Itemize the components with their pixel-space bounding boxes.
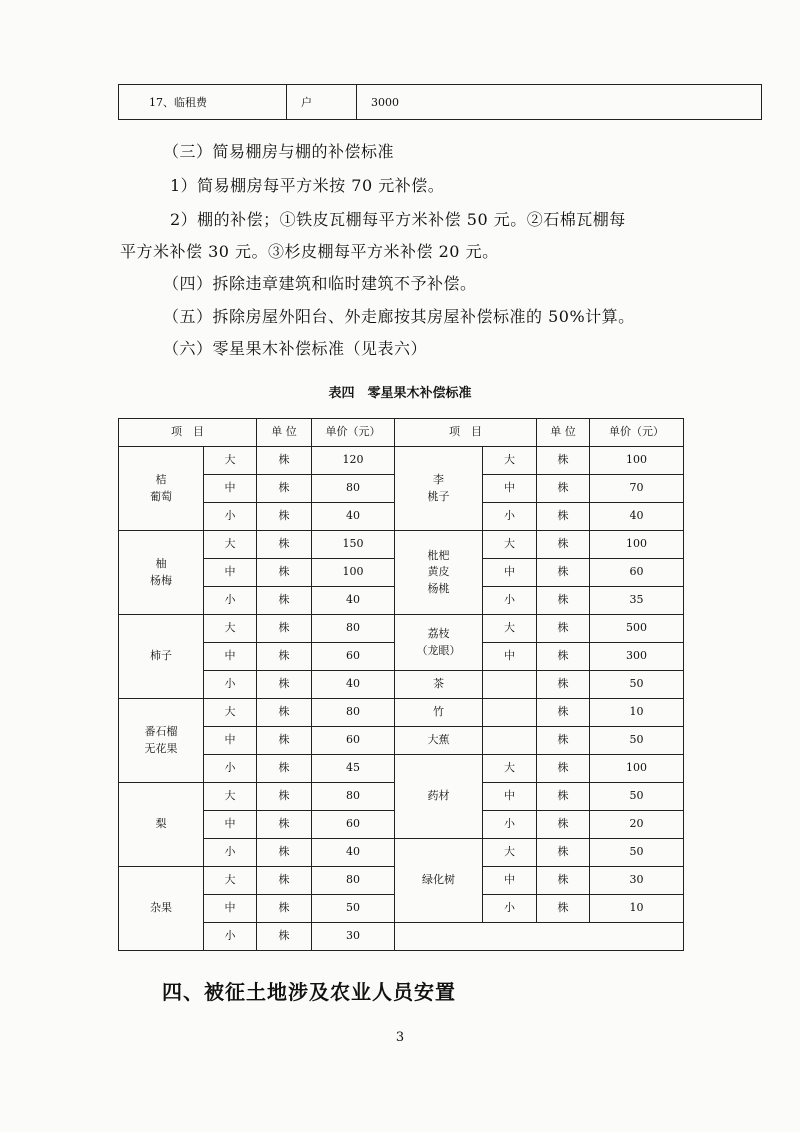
fruit-tree-compensation-table: [118, 418, 684, 951]
left-size: 小: [204, 587, 257, 615]
left-fruit-name: 杂果: [119, 867, 204, 951]
table-row: [119, 615, 684, 643]
left-size: 中: [204, 811, 257, 839]
right-fruit-name: 李 桃子: [395, 447, 483, 531]
right-size: 大: [483, 755, 537, 783]
left-price: 60: [312, 643, 395, 671]
left-size: 小: [204, 923, 257, 951]
left-fruit-name: 柚 杨梅: [119, 531, 204, 615]
right-size: 中: [483, 783, 537, 811]
table-row: [119, 447, 684, 475]
table-caption: 表四 零星果木补偿标准: [328, 386, 472, 401]
left-price: 50: [312, 895, 395, 923]
table-row: [119, 671, 684, 699]
right-size: 小: [483, 503, 537, 531]
left-unit: 株: [257, 671, 312, 699]
left-price: 120: [312, 447, 395, 475]
right-price: 50: [590, 783, 684, 811]
right-size: [483, 671, 537, 699]
right-unit: 株: [537, 811, 590, 839]
left-size: 大: [204, 867, 257, 895]
right-unit: 株: [537, 587, 590, 615]
left-unit: 株: [257, 895, 312, 923]
right-size: 大: [483, 839, 537, 867]
right-fruit-name: 绿化树: [395, 839, 483, 923]
left-size: 小: [204, 503, 257, 531]
top-row-item: 17、临租费: [119, 85, 287, 120]
right-price: 10: [590, 895, 684, 923]
right-price: 20: [590, 811, 684, 839]
section-heading-resettlement: 四、被征土地涉及农业人员安置: [162, 980, 456, 1004]
right-fruit-name: 大蕉: [395, 727, 483, 755]
left-unit: 株: [257, 643, 312, 671]
table-header-row: [119, 419, 684, 447]
left-size: 小: [204, 755, 257, 783]
right-unit: 株: [537, 727, 590, 755]
left-unit: 株: [257, 559, 312, 587]
right-size: 小: [483, 587, 537, 615]
section-3-heading: （三）简易棚房与棚的补偿标准: [163, 142, 395, 161]
left-fruit-name: 梨: [119, 783, 204, 867]
left-size: 大: [204, 531, 257, 559]
right-price: 100: [590, 755, 684, 783]
left-fruit-name: 柿子: [119, 615, 204, 699]
left-size: 大: [204, 699, 257, 727]
right-unit: 株: [537, 447, 590, 475]
right-unit: 株: [537, 531, 590, 559]
left-unit: 株: [257, 867, 312, 895]
right-size: 小: [483, 895, 537, 923]
right-price: 100: [590, 531, 684, 559]
table-row: [119, 755, 684, 783]
left-price: 80: [312, 783, 395, 811]
right-size: [483, 727, 537, 755]
table-row: [119, 727, 684, 755]
top-row-value: 3000: [357, 85, 762, 120]
left-price: 60: [312, 811, 395, 839]
right-price: 35: [590, 587, 684, 615]
left-fruit-name: 桔 葡萄: [119, 447, 204, 531]
paragraph-shed-rate: 1）简易棚房每平方米按 70 元补偿。: [170, 176, 445, 195]
right-size: 大: [483, 531, 537, 559]
left-price: 40: [312, 671, 395, 699]
right-unit: 株: [537, 867, 590, 895]
right-price: 500: [590, 615, 684, 643]
left-price: 80: [312, 699, 395, 727]
right-price: 60: [590, 559, 684, 587]
table-row: [119, 923, 684, 951]
right-size: 小: [483, 811, 537, 839]
right-unit: 株: [537, 503, 590, 531]
right-size: 中: [483, 867, 537, 895]
right-fruit-name: 荔枝 （龙眼）: [395, 615, 483, 671]
left-price: 80: [312, 615, 395, 643]
left-unit: 株: [257, 727, 312, 755]
right-unit: 株: [537, 671, 590, 699]
right-fruit-name: 药材: [395, 755, 483, 839]
right-fruit-name: 茶: [395, 671, 483, 699]
right-unit: 株: [537, 699, 590, 727]
right-size: 中: [483, 643, 537, 671]
left-unit: 株: [257, 839, 312, 867]
header-unit: 单 位: [537, 419, 590, 447]
left-size: 小: [204, 839, 257, 867]
right-price: 10: [590, 699, 684, 727]
right-price: 70: [590, 475, 684, 503]
section-6-paragraph: （六）零星果木补偿标准（见表六）: [163, 339, 428, 358]
right-unit: 株: [537, 783, 590, 811]
left-unit: 株: [257, 923, 312, 951]
right-unit: 株: [537, 559, 590, 587]
left-price: 80: [312, 867, 395, 895]
right-size: 大: [483, 615, 537, 643]
left-size: 中: [204, 559, 257, 587]
right-unit: 株: [537, 895, 590, 923]
left-price: 100: [312, 559, 395, 587]
right-price: 50: [590, 727, 684, 755]
table-row: [119, 699, 684, 727]
right-unit: 株: [537, 839, 590, 867]
left-price: 45: [312, 755, 395, 783]
right-fruit-name: 枇杷 黄皮 杨桃: [395, 531, 483, 615]
left-size: 中: [204, 643, 257, 671]
left-price: 40: [312, 503, 395, 531]
section-4-paragraph: （四）拆除违章建筑和临时建筑不予补偿。: [163, 274, 477, 293]
header-item: 项 目: [119, 419, 257, 447]
right-price: 30: [590, 867, 684, 895]
left-fruit-name: 番石榴 无花果: [119, 699, 204, 783]
header-unit: 单 位: [257, 419, 312, 447]
top-row-unit: 户: [287, 85, 357, 120]
left-price: 150: [312, 531, 395, 559]
right-price: 50: [590, 839, 684, 867]
right-size: [483, 699, 537, 727]
left-size: 大: [204, 615, 257, 643]
left-unit: 株: [257, 699, 312, 727]
left-size: 中: [204, 895, 257, 923]
left-unit: 株: [257, 615, 312, 643]
right-unit: 株: [537, 755, 590, 783]
left-size: 小: [204, 671, 257, 699]
section-5-paragraph: （五）拆除房屋外阳台、外走廊按其房屋补偿标准的 50%计算。: [163, 307, 635, 326]
paragraph-shed-types-cont: 平方米补偿 30 元。③杉皮棚每平方米补偿 20 元。: [120, 242, 499, 261]
right-unit: 株: [537, 615, 590, 643]
left-unit: 株: [257, 503, 312, 531]
left-size: 大: [204, 447, 257, 475]
right-size: 中: [483, 559, 537, 587]
left-size: 中: [204, 475, 257, 503]
left-price: 40: [312, 839, 395, 867]
left-unit: 株: [257, 447, 312, 475]
right-size: 大: [483, 447, 537, 475]
paragraph-shed-types: 2）棚的补偿；①铁皮瓦棚每平方米补偿 50 元。②石棉瓦棚每: [170, 210, 626, 229]
table-row: [119, 839, 684, 867]
right-price: 300: [590, 643, 684, 671]
header-price: 单价（元）: [590, 419, 684, 447]
right-size: 中: [483, 475, 537, 503]
page-number: 3: [395, 1030, 405, 1045]
header-price: 单价（元）: [312, 419, 395, 447]
left-unit: 株: [257, 783, 312, 811]
left-price: 80: [312, 475, 395, 503]
right-unit: 株: [537, 475, 590, 503]
left-size: 中: [204, 727, 257, 755]
table-row: [119, 531, 684, 559]
left-unit: 株: [257, 475, 312, 503]
left-unit: 株: [257, 587, 312, 615]
empty-cell: [395, 923, 684, 951]
right-fruit-name: 竹: [395, 699, 483, 727]
left-size: 大: [204, 783, 257, 811]
left-price: 40: [312, 587, 395, 615]
right-price: 100: [590, 447, 684, 475]
right-unit: 株: [537, 643, 590, 671]
left-price: 60: [312, 727, 395, 755]
left-unit: 株: [257, 811, 312, 839]
left-price: 30: [312, 923, 395, 951]
previous-table-row: [118, 84, 762, 120]
left-unit: 株: [257, 531, 312, 559]
left-unit: 株: [257, 755, 312, 783]
right-price: 40: [590, 503, 684, 531]
right-price: 50: [590, 671, 684, 699]
header-item: 项 目: [395, 419, 537, 447]
